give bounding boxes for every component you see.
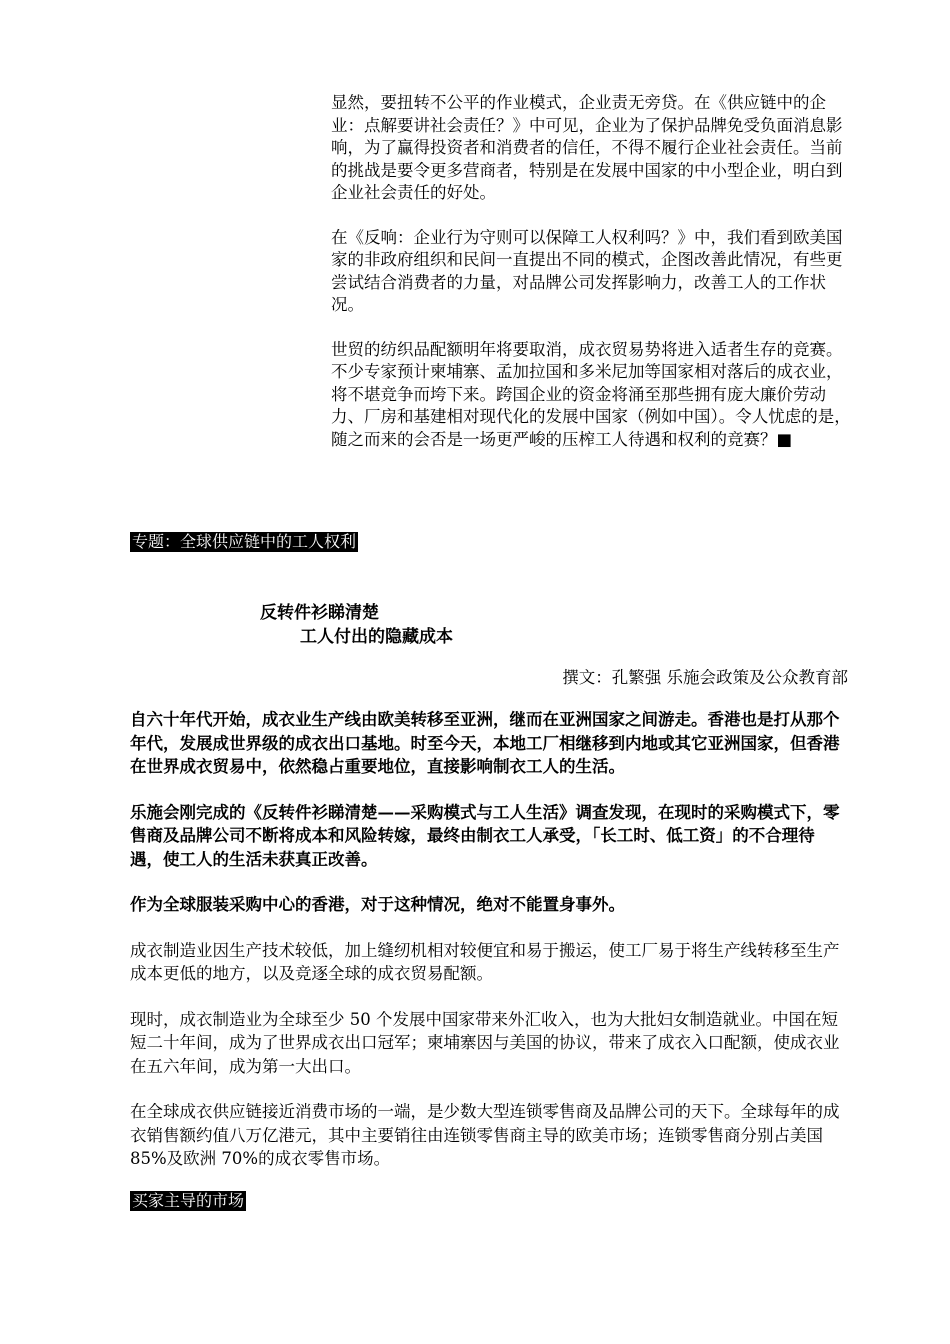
continuation-paragraph: 显然，要扭转不公平的作业模式，企业责无旁贷。在《供应链中的企业：点解要讲社会责任？》中可见，企业为了保护品牌免受负面消息影响，为了赢得投资者和消费者的信任，不得不履行企业社会责任。当前的挑战是要令更多营商者，特别是在发展中国家的中小型企业，明白到企业社会责任的好处。 [331,93,843,202]
body-paragraph: 现时，成衣制造业为全球至少 50 个发展中国家带来外汇收入，也为大批妇女制造就业。中国在短短二十年间，成为了世界成衣出口冠军；柬埔寨因与美国的协议，带来了成衣入口配额，使成衣业在五六年间，成为第一大出口。 [130,1009,840,1076]
body-paragraph: 成衣制造业因生产技术较低，加上缝纫机相对较便宜和易于搬运，使工厂易于将生产线转移至生产成本更低的地方，以及竞逐全球的成衣贸易配额。 [130,940,840,983]
lead-paragraph: 作为全球服装采购中心的香港，对于这种情况，绝对不能置身事外。 [130,895,625,914]
article-subtitle: 工人付出的隐藏成本 [300,627,453,647]
article-title: 反转件衫睇清楚 [260,603,379,623]
continuation-column [331,92,851,473]
body-paragraph: 在全球成衣供应链接近消费市场的一端，是少数大型连锁零售商及品牌公司的天下。全球每年的成衣销售额约值八万亿港元，其中主要销往由连锁零售商主导的欧美市场；连锁零售商分别占美国 85%及欧洲 70%的成衣零售市场。 [130,1102,840,1168]
section-banner: 专题：全球供应链中的工人权利 [132,532,357,551]
lead-paragraph: 乐施会刚完成的《反转件衫睇清楚——采购模式与工人生活》调查发现，在现时的采购模式下，零售商及品牌公司不断将成本和风险转嫁，最终由制衣工人承受，「长工时、低工资」的不合理待遇，使工人的生活未获真正改善。 [130,802,840,869]
article-body [130,708,842,1193]
continuation-paragraph: 世贸的纺织品配额明年将要取消，成衣贸易势将进入适者生存的竞赛。不少专家预计柬埔寨、孟加拉国和多米尼加等国家相对落后的成衣业，将不堪竞争而垮下来。跨国企业的资金将涌至那些拥有庞大廉价劳动力、厂房和基建相对现代化的发展中国家（例如中国）。令人忧虑的是，随之而来的会否是一场更严峻的压榨工人待遇和权利的竞赛？■ [331,339,851,449]
subsection-banner: 买家主导的市场 [132,1191,245,1210]
lead-paragraph: 自六十年代开始，成衣业生产线由欧美转移至亚洲，继而在亚洲国家之间游走。香港也是打从那个年代，发展成世界级的成衣出口基地。时至今天，本地工厂相继移到内地或其它亚洲国家，但香港在世界成衣贸易中，依然稳占重要地位，直接影响制衣工人的生活。 [130,710,840,776]
article-byline: 撰文：孔繁强 乐施会政策及公众教育部 [562,668,848,687]
continuation-paragraph: 在《反响：企业行为守则可以保障工人权利吗？》中，我们看到欧美国家的非政府组织和民间一直提出不同的模式，企图改善此情况，有些更尝试结合消费者的力量，对品牌公司发挥影响力，改善工人的工作状况。 [331,227,843,314]
